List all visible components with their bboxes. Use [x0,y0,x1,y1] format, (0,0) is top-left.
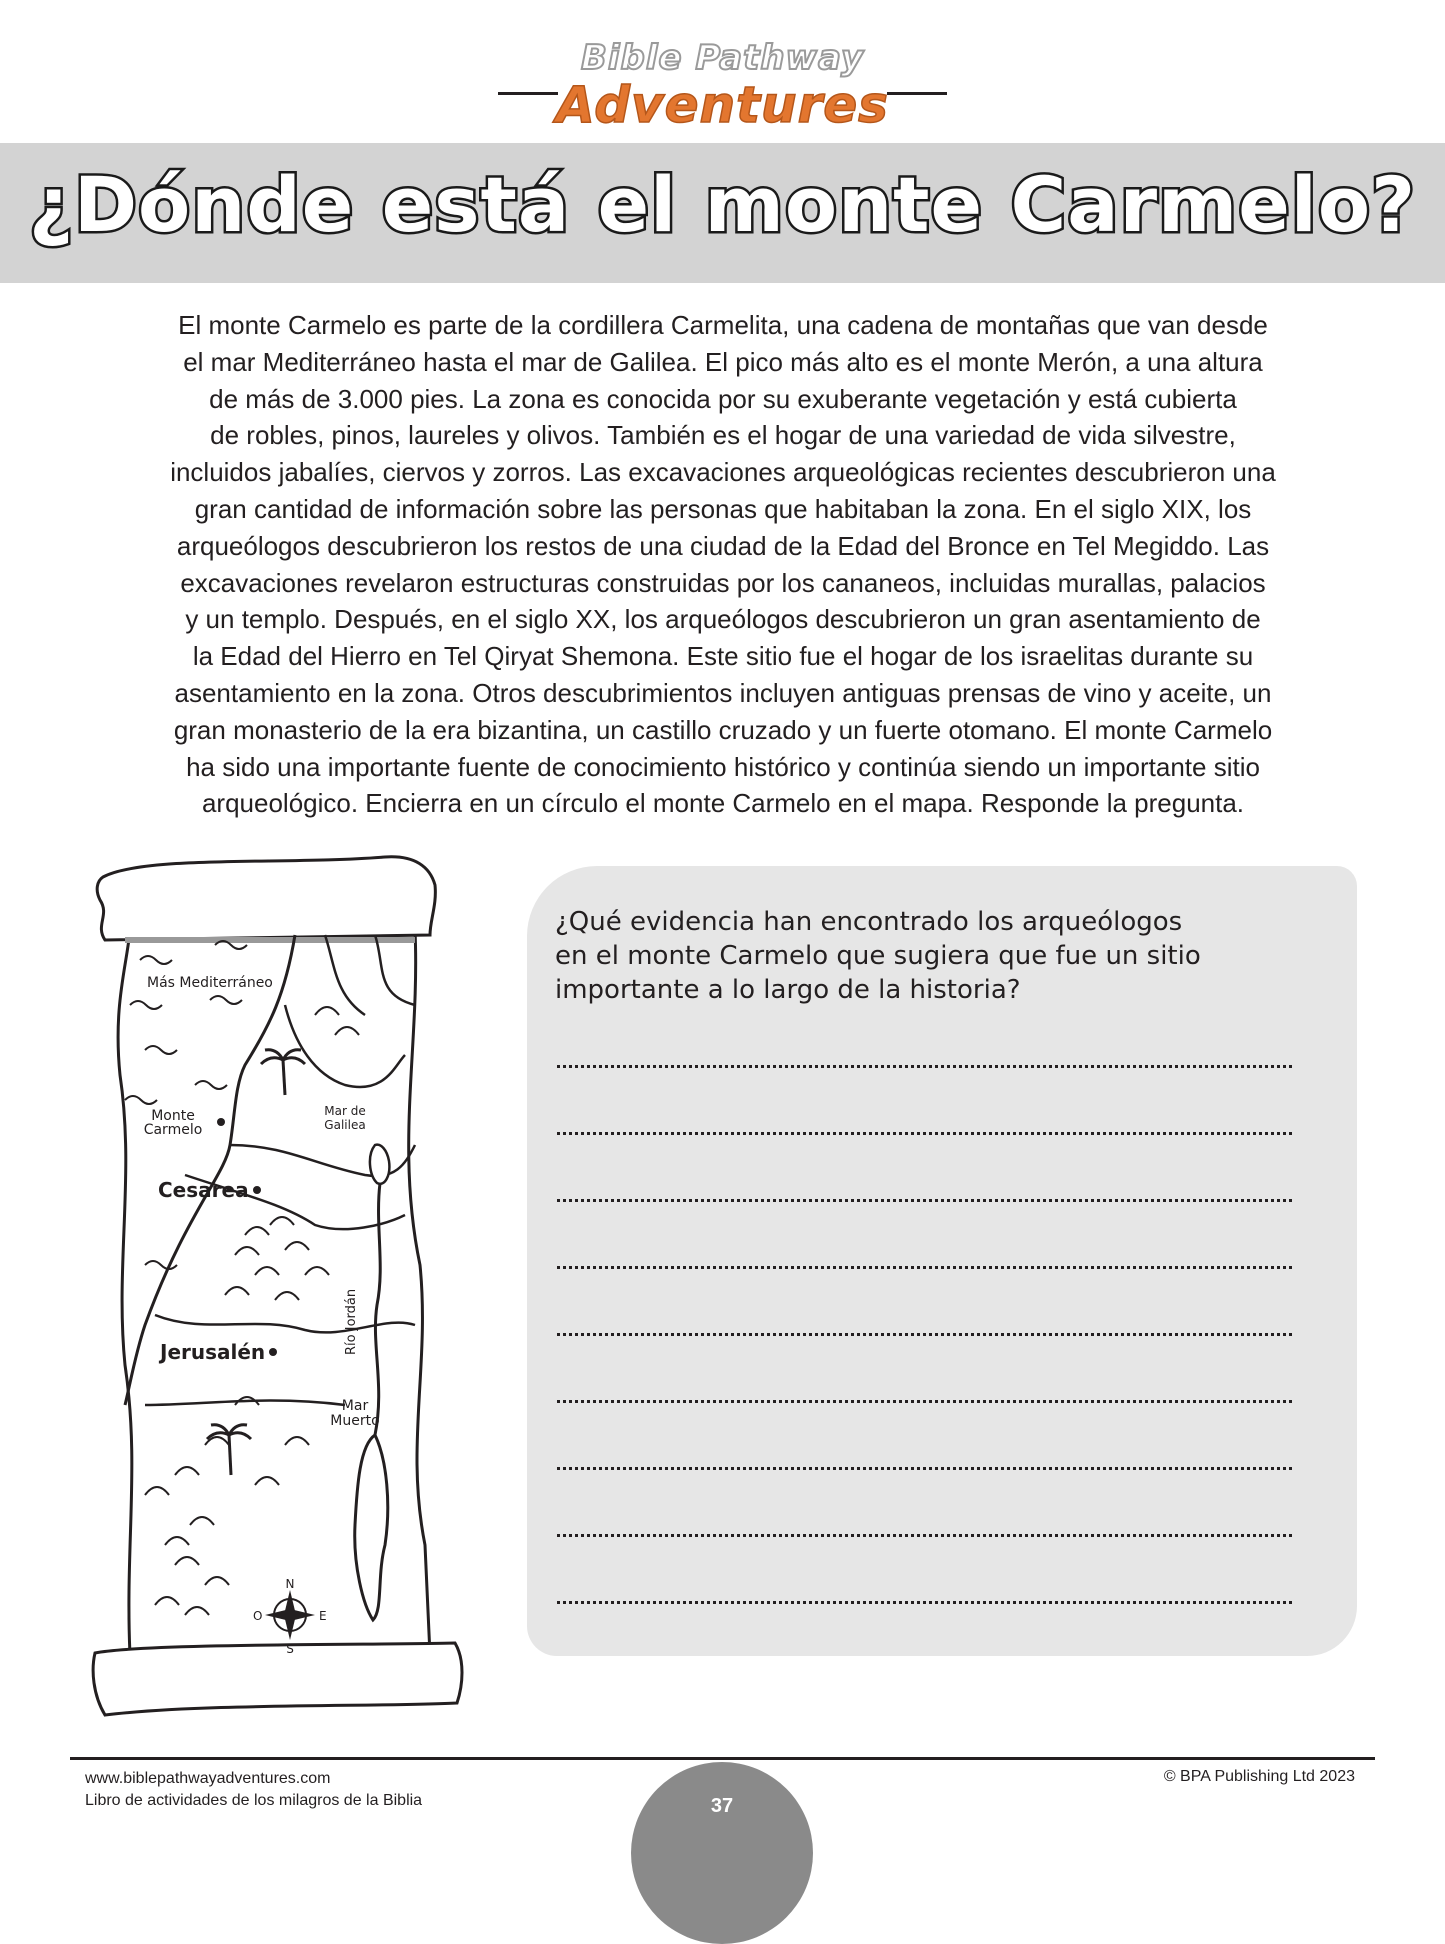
map-illustration [85,845,545,1725]
galilee-label-1: Mar de [324,1104,366,1118]
paragraph-line: asentamiento en la zona. Otros descubrimientos incluyen antiguas prensas de vino y aceite, un [174,677,1272,708]
answer-line[interactable] [557,1467,1292,1470]
compass-s: S [286,1642,294,1656]
map-scroll [85,845,545,1725]
question-text [555,905,1335,1007]
answer-line[interactable] [557,1400,1292,1403]
footer-rule [70,1757,1375,1760]
sea-label: Más Mediterráneo [147,975,273,991]
carmel-label-1: Monte [151,1108,195,1124]
footer-book-title: Libro de actividades de los milagros de la Biblia [85,1792,423,1809]
paragraph-line: gran monasterio de la era bizantina, un castillo cruzado y un fuerte otomano. El monte Carmelo [173,714,1273,745]
footer-website[interactable]: www.biblepathwayadventures.com [85,1770,331,1787]
page-title: ¿Dónde está el monte Carmelo? [28,160,1417,249]
footer-copyright: © BPA Publishing Ltd 2023 [1163,1768,1355,1785]
question-line: importante a lo largo de la historia? [555,975,1021,1005]
paragraph-line: arqueólogos descubrieron los restos de una ciudad de la Edad del Bronce en Tel Megiddo. Las [176,530,1270,561]
page-number-circle [631,1762,813,1944]
answer-line[interactable] [557,1199,1292,1202]
answer-line[interactable] [557,1601,1292,1604]
compass-n: N [285,1577,295,1591]
answer-line[interactable] [557,1266,1292,1269]
caesarea-dot [253,1186,261,1194]
body-paragraph [112,307,1334,822]
galilee-label-2: Galilea [324,1118,366,1132]
sea-of-galilee [370,1145,389,1184]
paragraph-line: de más de 3.000 pies. La zona es conocida por su exuberante vegetación y está cubierta [209,383,1237,414]
answer-line[interactable] [557,1132,1292,1135]
logo [0,28,1445,138]
paragraph-line: la Edad del Hierro en Tel Qiryat Shemona. Este sitio fue el hogar de los israelitas durante su [192,641,1254,672]
jerusalem-dot [269,1348,277,1356]
paragraph-line: arqueológico. Encierra en un círculo el monte Carmelo en el mapa. Responde la pregunta. [201,788,1245,819]
caesarea-label: Cesarea [158,1178,249,1202]
question-line: en el monte Carmelo que sugiera que fue un sitio [555,941,1201,971]
page-number: 37 [710,1795,734,1817]
paragraph-line: de robles, pinos, laureles y olivos. También es el hogar de una variedad de vida silvestre, [210,420,1236,451]
dead-sea-label-1: Mar [341,1398,369,1414]
logo-bottom-text: Adventures [556,76,889,134]
compass-e: E [319,1609,327,1623]
answer-line[interactable] [557,1534,1292,1537]
dead-sea-label-2: Muerto [330,1413,380,1429]
answer-line[interactable] [557,1065,1292,1068]
scroll-top-roll [97,857,435,940]
paragraph-line: gran cantidad de información sobre las personas que habitaban la zona. En el siglo XIX, los [194,493,1252,524]
answer-line[interactable] [557,1333,1292,1336]
jordan-label: Río Jordán [344,1288,359,1355]
carmel-dot [217,1118,225,1126]
compass-w: O [253,1609,263,1623]
question-line: ¿Qué evidencia han encontrado los arqueólogos [555,907,1183,937]
paragraph-line: incluidos jabalíes, ciervos y zorros. Las excavaciones arqueológicas recientes descubrieron una [170,457,1276,488]
logo-top-text: Bible Pathway [580,38,865,78]
paragraph-line: y un templo. Después, en el siglo XX, los arqueólogos descubrieron un gran asentamiento de [185,604,1261,635]
paragraph-line: excavaciones revelaron estructuras construidas por los cananeos, incluidas murallas, palacios [180,567,1266,598]
scroll-bottom-roll [93,1643,462,1715]
carmel-label-2: Carmelo [143,1122,203,1138]
footer-left [85,1768,422,1812]
paragraph-line: El monte Carmelo es parte de la cordillera Carmelita, una cadena de montañas que van desde [178,310,1268,340]
paragraph-line: el mar Mediterráneo hasta el mar de Galilea. El pico más alto es el monte Merón, a una altura [183,346,1263,377]
jerusalem-label: Jerusalén [160,1340,266,1364]
paragraph-line: ha sido una importante fuente de conocimiento histórico y continúa siendo un importante sitio [186,751,1260,782]
